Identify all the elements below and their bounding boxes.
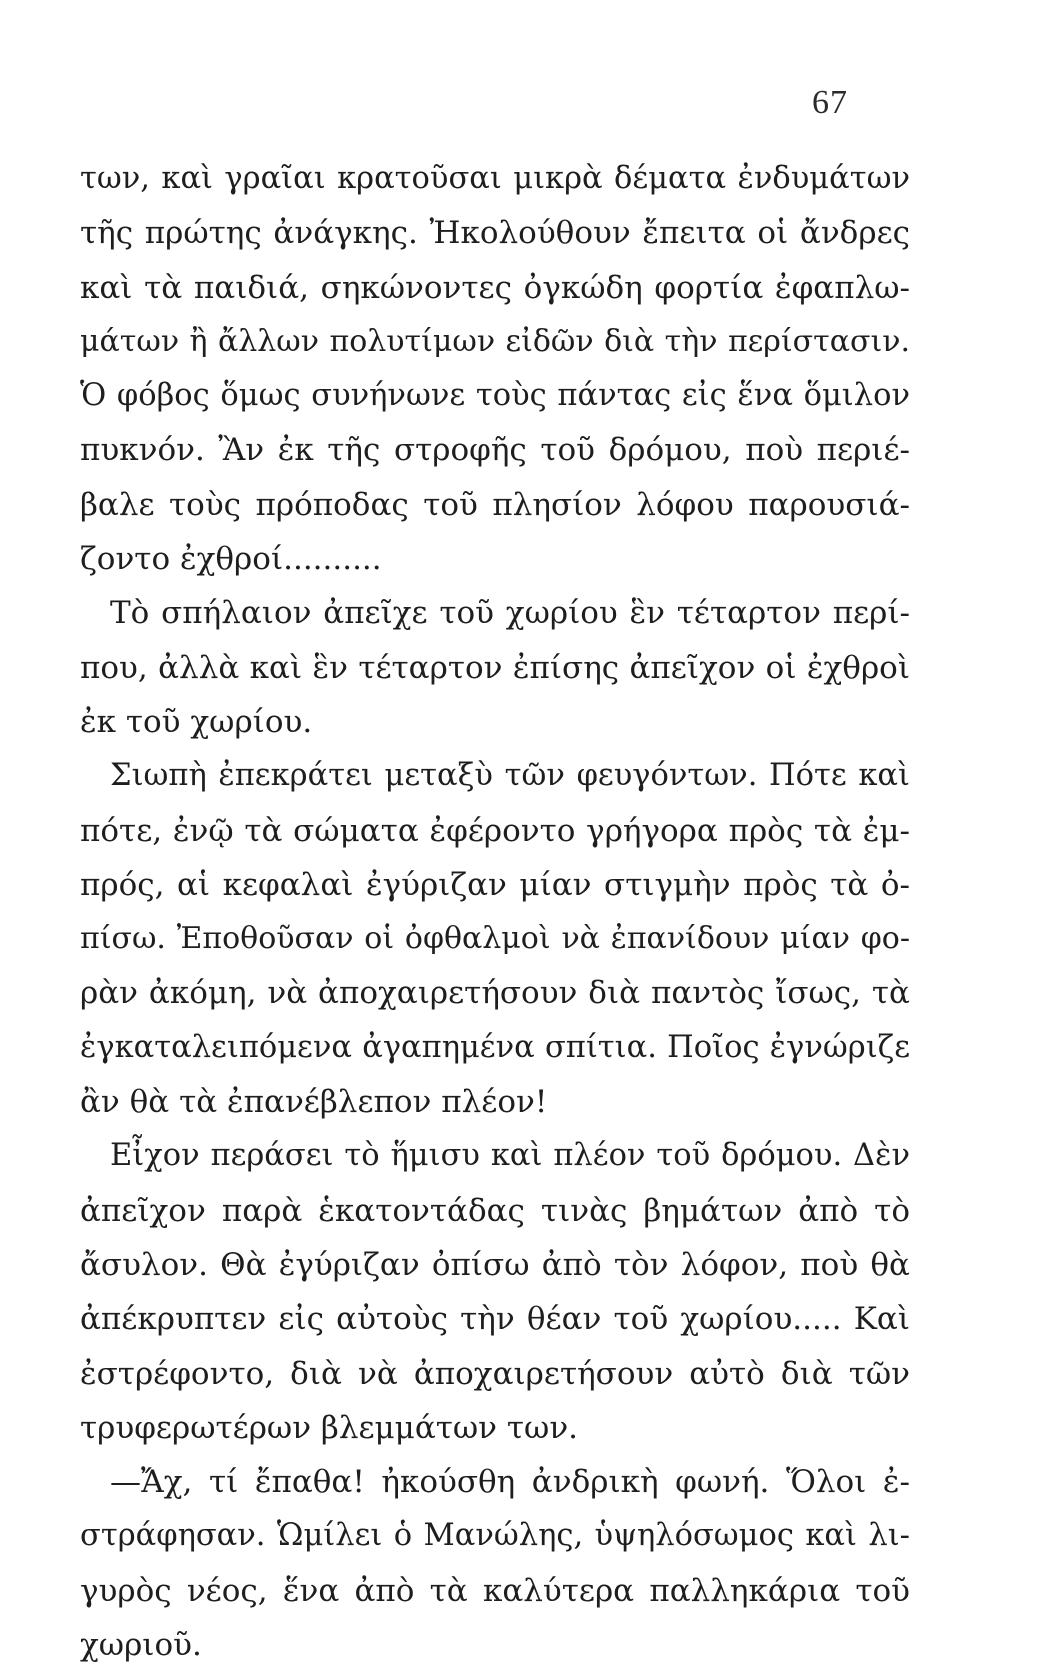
text-line: ἀπεῖχον παρὰ ἑκατοντάδας τινὰς βημάτων ἀπὸ τὸ [80,1192,910,1229]
text-line: γυρὸς νέος, ἕνα ἀπὸ τὰ καλύτερα παλληκάρια τοῦ [80,1572,910,1609]
text-line: ζοντο ἐχθροί.......... [80,541,382,578]
text-line: που, ἀλλὰ καὶ ἓν τέταρτον ἐπίσης ἀπεῖχον οἱ ἐχθροὶ [80,649,910,686]
text-line: τρυφερωτέρων βλεμμάτων των. [80,1409,579,1446]
text-line: ἐστρέφοντο, διὰ νὰ ἀποχαιρετήσουν αὐτὸ διὰ τῶν [80,1355,910,1392]
text-line: ἐγκαταλειπόμενα ἀγαπημένα σπίτια. Ποῖος ἐγνώριζε [80,1029,910,1065]
body-text [80,152,910,1672]
text-line: πότε, ἐνῷ τὰ σώματα ἐφέροντο γρήγορα πρὸς τὰ ἐμ- [80,812,910,849]
text-line: Τὸ σπήλαιον ἀπεῖχε τοῦ χωρίου ἓν τέταρτον περί- [110,595,910,632]
text-line: πρός, αἱ κεφαλαὶ ἐγύριζαν μίαν στιγμὴν πρὸς τὰ ὀ- [80,866,910,903]
text-line: —Ἄχ, τί ἔπαθα! ἠκούσθη ἀνδρικὴ φωνή. Ὅλοι ἐ- [110,1464,910,1501]
text-line: ἄσυλον. Θὰ ἐγύριζαν ὀπίσω ἀπὸ τὸν λόφον, ποὺ θὰ [80,1246,910,1283]
text-line: ἐκ τοῦ χωρίου. [80,703,313,740]
text-line: πυκνόν. Ἂν ἐκ τῆς στροφῆς τοῦ δρόμου, ποὺ περιέ- [80,432,910,469]
text-line: χωριοῦ. [80,1627,202,1664]
text-line: στράφησαν. Ὡμίλει ὁ Μανώλης, ὑψηλόσωμος καὶ λι- [80,1518,910,1554]
page-number: 67 [812,84,848,121]
text-line: ἂν θὰ τὰ ἐπανέβλεπον πλέον! [80,1084,548,1121]
text-line: ἀπέκρυπτεν εἰς αὐτοὺς τὴν θέαν τοῦ χωρίου..... Καὶ [80,1301,910,1338]
text-line: μάτων ἢ ἄλλων πολυτίμων εἰδῶν διὰ τὴν περίστασιν. [80,323,910,359]
text-line: πίσω. Ἐποθοῦσαν οἱ ὀφθαλμοὶ νὰ ἐπανίδουν μίαν φο- [80,921,910,957]
text-line: τῆς πρώτης ἀνάγκης. Ἠκολούθουν ἔπειτα οἱ ἄνδρες [80,215,910,252]
text-line: Εἶχον περάσει τὸ ἥμισυ καὶ πλέον τοῦ δρόμου. Δὲν [110,1138,910,1174]
text-line: των, καὶ γραῖαι κρατοῦσαι μικρὰ δέματα ἐνδυμάτων [80,161,910,196]
text-line: Σιωπὴ ἐπεκράτει μεταξὺ τῶν φευγόντων. Πότε καὶ [110,758,910,794]
text-line: ρὰν ἀκόμη, νὰ ἀποχαιρετήσουν διὰ παντὸς ἴσως, τὰ [80,975,910,1012]
text-line: βαλε τοὺς πρόποδας τοῦ πλησίον λόφου παρουσιά- [80,486,910,523]
text-line: καὶ τὰ παιδιά, σηκώνοντες ὀγκώδη φορτία ἐφαπλω- [80,269,910,306]
text-line: Ὁ φόβος ὅμως συνήνωνε τοὺς πάντας εἰς ἕνα ὅμιλον [80,378,910,414]
